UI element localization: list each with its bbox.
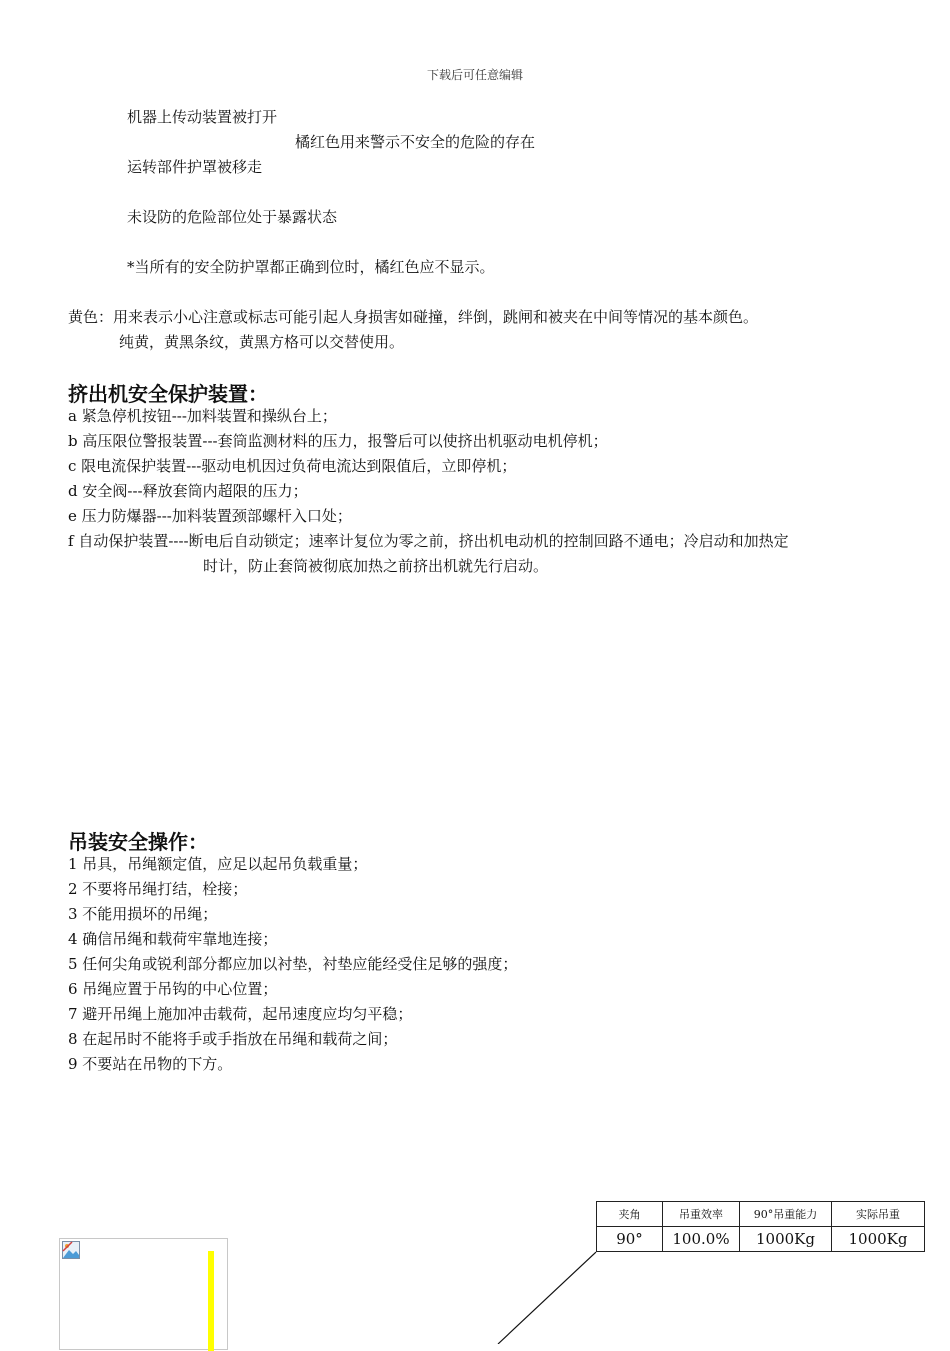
lifting-item: 5 任何尖角或锐利部分都应加以衬垫，衬垫应能经受住足够的强度； [68, 955, 518, 973]
table-header-row [597, 1202, 925, 1227]
page-header: 下载后可任意编辑 [426, 68, 523, 82]
table-cell: 1000Kg [832, 1227, 925, 1252]
image-placeholder [59, 1238, 228, 1350]
extruder-item: b 高压限位警报装置---套筒监测材料的压力，报警后可以使挤出机驱动电机停机； [68, 432, 608, 450]
lifting-heading: 吊装安全操作： [68, 830, 208, 854]
broken-image-icon [62, 1241, 80, 1259]
lifting-item: 2 不要将吊绳打结，栓接； [68, 880, 248, 898]
table-header-cell: 90°吊重能力 [740, 1202, 832, 1227]
lifting-item: 7 避开吊绳上施加冲击载荷，起吊速度应均匀平稳； [68, 1005, 413, 1023]
lifting-item: 8 在起吊时不能将手或手指放在吊绳和载荷之间； [68, 1030, 398, 1048]
table-header-cell: 夹角 [597, 1202, 663, 1227]
table-header-cell: 实际吊重 [832, 1202, 925, 1227]
extruder-heading: 挤出机安全保护装置： [68, 382, 268, 406]
lifting-item: 9 不要站在吊物的下方。 [68, 1055, 233, 1073]
extruder-item: c 限电流保护装置---驱动电机因过负荷电流达到限值后，立即停机； [68, 457, 517, 475]
sling-angle-table [596, 1201, 925, 1252]
lifting-item: 4 确信吊绳和载荷牢靠地连接； [68, 930, 278, 948]
extruder-item: e 压力防爆器---加料装置颈部螺杆入口处； [68, 507, 352, 525]
orange-note: *当所有的安全防护罩都正确到位时，橘红色应不显示。 [127, 258, 495, 276]
table-cell: 1000Kg [740, 1227, 832, 1252]
lifting-item: 6 吊绳应置于吊钩的中心位置； [68, 980, 278, 998]
orange-line-4: 未设防的危险部位处于暴露状态 [127, 208, 338, 226]
table-cell: 90° [597, 1227, 663, 1252]
lifting-item: 1 吊具，吊绳额定值，应足以起吊负载重量； [68, 855, 368, 873]
orange-line-1: 机器上传动装置被打开 [127, 108, 278, 126]
extruder-item: d 安全阀---释放套筒内超限的压力； [68, 482, 308, 500]
extruder-item-continuation: 时计，防止套筒被彻底加热之前挤出机就先行启动。 [203, 557, 549, 575]
lifting-item: 3 不能用损坏的吊绳； [68, 905, 218, 923]
extruder-item: f 自动保护装置----断电后自动锁定；速率计复位为零之前，挤出机电动机的控制回路不通电；冷启动和加热定 [68, 532, 789, 550]
extruder-item: a 紧急停机按钮---加料装置和操纵台上； [68, 407, 337, 425]
yellow-line-2: 纯黄，黄黑条纹，黄黑方格可以交替使用。 [119, 333, 405, 351]
table-cell: 100.0% [663, 1227, 740, 1252]
table-row [597, 1227, 925, 1252]
yellow-bar [208, 1251, 214, 1351]
table-header-cell: 吊重效率 [663, 1202, 740, 1227]
orange-line-2: 橘红色用来警示不安全的危险的存在 [295, 133, 536, 151]
orange-line-3: 运转部件护罩被移走 [127, 158, 263, 176]
yellow-line-1: 黄色：用来表示小心注意或标志可能引起人身损害如碰撞，绊倒，跳闸和被夹在中间等情况的基本颜色。 [68, 308, 759, 326]
